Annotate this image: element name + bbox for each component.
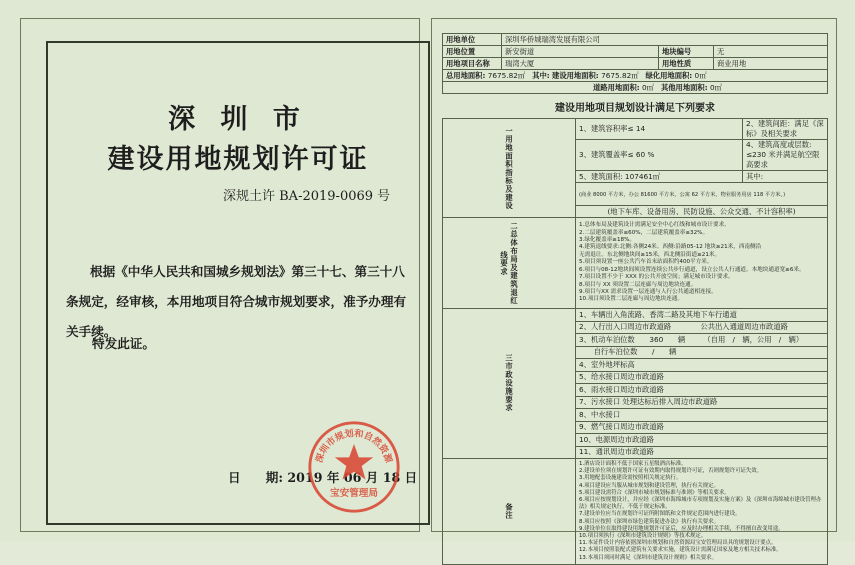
other-area-value: 0㎡ <box>709 82 722 92</box>
utility-row: 1、车辆出入角流路、香湾二路及其地下车行通道 <box>576 309 828 322</box>
permit-number: 深规土许 BA-2019-0069 号 <box>223 189 391 204</box>
note-line: 13.本项目须同时满足《深圳市建筑设计规则》相关要求。 <box>579 554 717 561</box>
other-area-label: 其他用地面积: <box>660 82 708 92</box>
utility-row: 5、给水接口周边市政道路 <box>576 371 828 384</box>
layout-line: 8.项目与 XX 须设置二层连廊与周边地块连通。 <box>579 281 697 288</box>
group3-side-label: 三市政设施要求 <box>443 309 576 459</box>
req-floor-area-ratio <box>576 119 743 140</box>
note-line: 8.项目应按照《深圳市绿色建筑促进办法》执行有关要求。 <box>579 518 719 525</box>
permit-cover-frame <box>46 41 430 525</box>
utility-row: 9、燃气接口周边市政道路 <box>576 421 828 434</box>
utility-row: 11、通讯周边市政道路 <box>576 446 828 459</box>
layout-line: 3.绿化覆盖率≥18%。 <box>579 237 636 244</box>
green-area-value: 0㎡ <box>694 70 707 80</box>
note-line: 3.用地配套设施建设需按照相关规定执行。 <box>579 475 682 482</box>
nature-value: 商业用地 <box>714 58 828 70</box>
land-info-table <box>442 33 828 94</box>
utility-row: 2、人行出入口周边市政道路 公共出入通道周边市政道路 <box>576 321 828 334</box>
utility-row: 自行车泊位数 / 辆 <box>576 346 828 359</box>
req-gfa-breakdown-label: 其中: <box>743 171 828 183</box>
req-gfa <box>576 171 743 183</box>
layout-line: 4.建筑退线要求:北侧:各侧24米。西侧:沿路05-12 地块≥21米，西南侧沿 <box>579 244 762 251</box>
seal-bottom-text: 宝安管理局 <box>330 487 378 499</box>
city-title: 深 圳 市 <box>168 104 308 135</box>
note-line: 2.建设单位须在规划许可证有效期内取得规划许可证，否则规划许可证失效。 <box>579 468 763 475</box>
build-area-label: 建设用地面积: <box>552 70 599 80</box>
nature-label: 用地性质 <box>659 58 714 70</box>
utility-row: 10、电源周边市政道路 <box>576 434 828 447</box>
req-label: 5、建筑面积: <box>579 171 623 181</box>
utility-row: 4、室外地坪标高 <box>576 359 828 372</box>
area-row-2 <box>443 82 828 94</box>
build-area-value: 7675.82㎡ <box>601 70 639 80</box>
notes-side-label: 备注 <box>443 459 576 565</box>
layout-line: 无需退让。东北侧地块间≥15米，西北侧沿街道≥21米。 <box>579 251 721 258</box>
permit-title: 建设用地规划许可证 <box>107 144 369 175</box>
layout-line: 1.总体布局及建筑设计需满足安全中心红线和城市设计要求。 <box>579 222 730 229</box>
layout-line: 10.项目须设置二层连廊与周边地块连通。 <box>579 296 683 303</box>
permit-detail-page <box>431 18 837 561</box>
road-area-value: 0㎡ <box>642 82 654 92</box>
layout-line: 5.项目须设置一座公共汽车首末站面积约400平方米。 <box>579 259 713 266</box>
layout-line: 7.项目设置不少于 XXX 的公共开放空间；满足城市设计要求。 <box>579 274 734 281</box>
utility-row: 6、雨水接口周边市政道路 <box>576 384 828 397</box>
project-label: 用地项目名称 <box>443 58 502 70</box>
layout-line: 2.二层建筑覆盖率≤60%，二层建筑覆盖率≤32%。 <box>579 229 709 236</box>
utility-row: 8、中水接口 <box>576 409 828 422</box>
note-line: 7.建设单位应当在规划许可证所附图纸和文件规定范围内进行建设。 <box>579 511 741 518</box>
permit-closing: 特发此证。 <box>92 336 155 351</box>
req-coverage <box>576 140 743 171</box>
date-value: 2019 年 06 月 18 日 <box>287 470 418 485</box>
total-area-label: 总用地面积: <box>446 70 486 80</box>
note-line: 5.项目建设需符合《深圳市城市规划标准与准则》等相关要求。 <box>579 489 730 496</box>
note-line: 6.项目应按规划设计，并应经《深圳市海绵城市专项规划及实施方案》及《深圳市海绵城市建设管理办法》相关规定执行，不低于规定标准。 <box>579 497 822 511</box>
road-area-label: 道路用地面积: <box>593 82 640 92</box>
note-line: 4.项目建设应当服从城市规划和建设管理，执行有关规定。 <box>579 482 719 489</box>
requirements-title: 建设用地项目规划设计满足下列要求 <box>555 103 715 114</box>
location-label: 用地位置 <box>443 46 502 58</box>
lot-label: 地块编号 <box>659 46 714 58</box>
permit-body-paragraph: 根据《中华人民共和国城乡规划法》第三十七、第三十八条规定，经审核，本用地项目符合城市规划要求，准予办理有关手续。 <box>66 264 407 339</box>
layout-line: 6.项目与08-12地块间须设置连续公共步行通道，设立公共人行通道。本地块通道宽≥6米。 <box>579 266 805 273</box>
note-line: 1.酒店设计面积不低于国家五星级酒店标准。 <box>579 461 687 467</box>
req-height <box>743 140 828 171</box>
req-value: ≤230 米并满足航空限高要求 <box>746 150 820 169</box>
req-value: 60 % <box>635 150 655 159</box>
req-exempt-note: (地下车库、设备用房、民防设施、公众交通、不计容积率) <box>576 206 828 218</box>
req-label: 1、建筑容积率≤ <box>579 124 634 133</box>
official-seal-icon <box>306 419 402 515</box>
utility-row: 7、污水接口 处理达标后排入周边市政道路 <box>576 396 828 409</box>
req-gfa-breakdown: (商业 8000 平方米，办公 81600 平方米，公寓 62 平方米，物业服务用房 118 平方米。) <box>576 183 828 206</box>
unit-label: 用地单位 <box>443 34 502 46</box>
date-label: 日 期: <box>228 470 284 485</box>
permit-detail-content <box>442 33 828 561</box>
layout-requirements <box>576 218 828 309</box>
note-line: 12.本项目按照装配式建筑有关要求实施，建筑设计需满足国家及地方相关技术标准。 <box>579 547 782 554</box>
notes-block <box>576 459 828 565</box>
layout-line: 9.项目与XX 需求设置一层连通与人行公共通道相连接。 <box>579 288 717 295</box>
note-line: 9.建设单位在取得建设用地规划许可证后，应及时办理相关手续，不得擅自改变用途。 <box>579 525 784 532</box>
group1-side-label: 一用地面积指标及建设 <box>443 119 576 218</box>
req-label: 4、建筑高度或层数: <box>746 140 812 149</box>
permit-cover-page <box>20 18 420 532</box>
project-value: 瑞湾大厦 <box>502 58 659 70</box>
req-label: 3、建筑覆盖率≤ <box>579 150 634 159</box>
note-line: 11.本证件设计内容依据深圳市规划和自然资源局宝安管理局出具的规划设计要点。 <box>579 540 777 547</box>
location-value: 新安街道 <box>502 46 659 58</box>
of-which-label: 其中: <box>532 70 550 80</box>
unit-value: 深圳华侨城瑞湾发展有限公司 <box>502 34 828 46</box>
group2-side-label: 二总体布局及建筑退红线要求 <box>443 218 576 309</box>
req-building-spacing: 2、建筑间距：满足《深标》及相关要求 <box>743 119 828 140</box>
note-line: 10.项目须执行《深圳市建筑设计规则》等技术规定。 <box>579 533 707 540</box>
req-value: 107461㎡ <box>624 171 661 181</box>
area-row <box>443 70 828 82</box>
seal-top-text: 深圳市规划和自然资源 <box>314 429 394 465</box>
requirements-table <box>442 118 828 565</box>
lot-value: 无 <box>714 46 828 58</box>
req-value: 14 <box>635 124 646 133</box>
total-area-value: 7675.82㎡ <box>487 70 526 80</box>
green-area-label: 绿化用地面积: <box>645 70 693 80</box>
utility-row: 3、机动车泊位数 360 辆 （自用 / 辆，公用 / 辆） <box>576 334 828 347</box>
